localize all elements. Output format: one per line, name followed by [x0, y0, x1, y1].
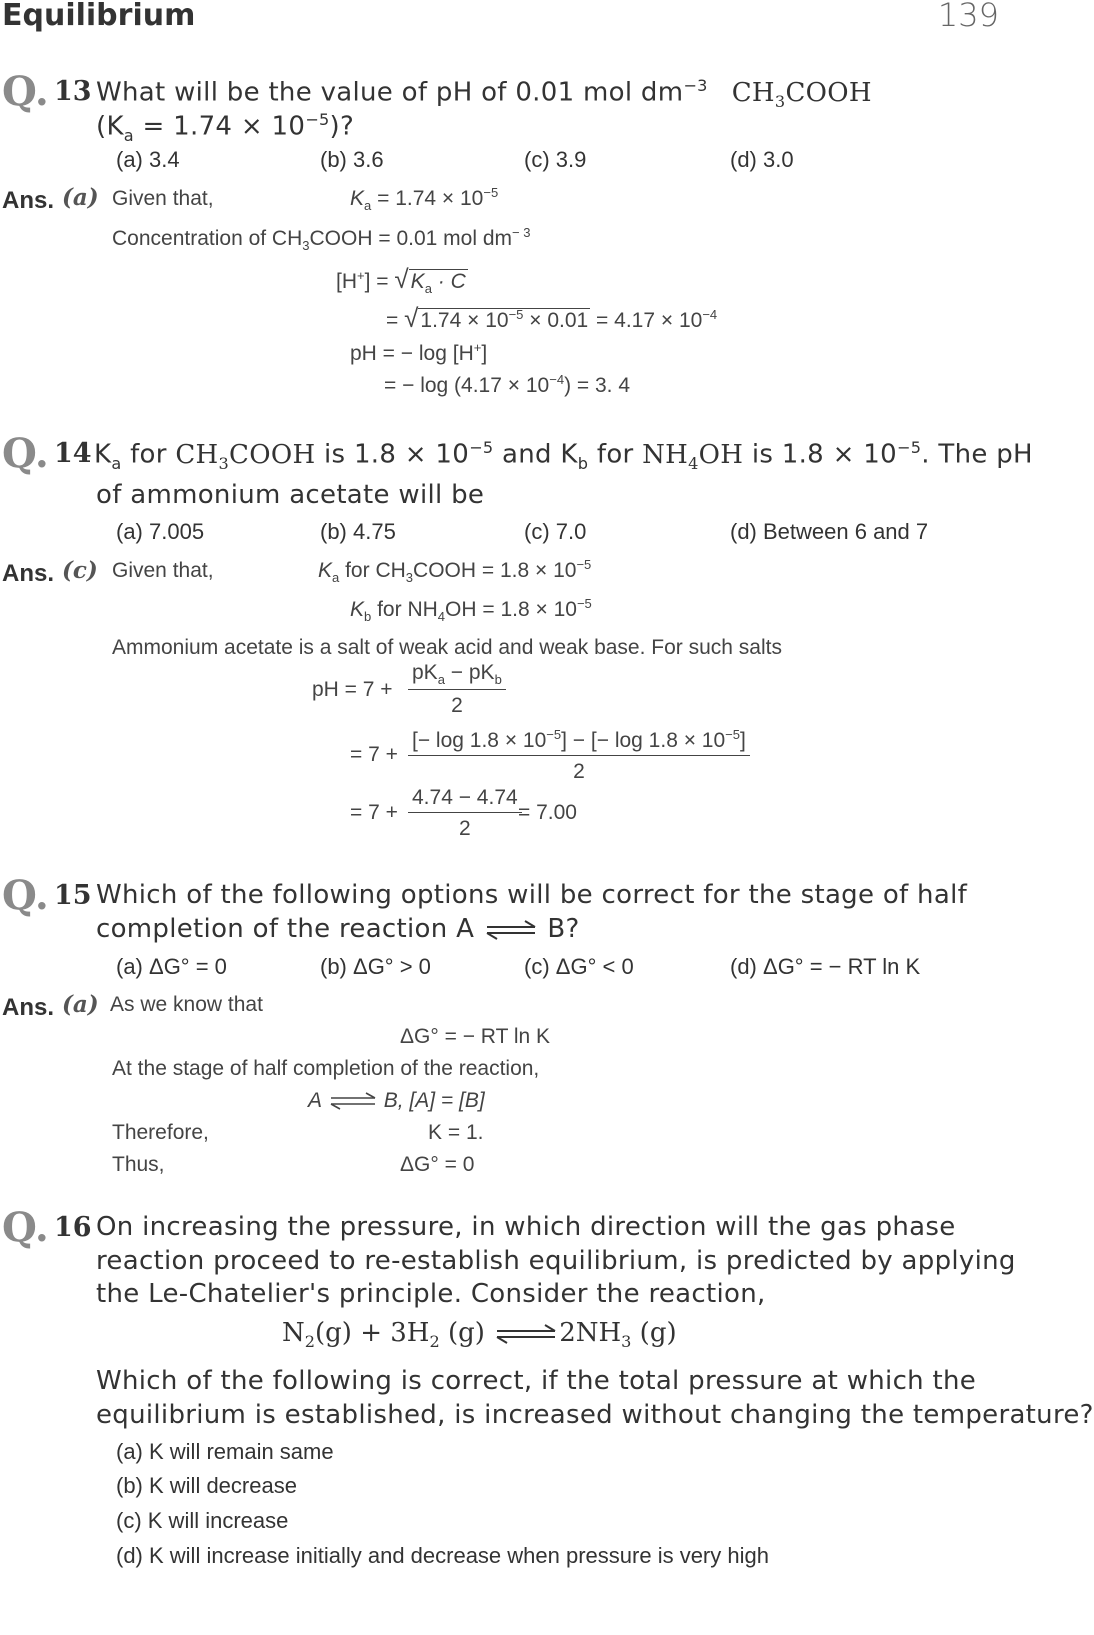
thus-label: Thus,: [112, 1153, 165, 1176]
ab-equilibrium: A B, [A] = [B]: [308, 1089, 485, 1112]
h-ion-formula: $[H^+] = √K_a \cdot C$: [336, 264, 466, 297]
option-d: (d) Between 6 and 7: [730, 519, 929, 544]
ph-formula-fraction: $pK_a - pK_b$ 2: [408, 661, 506, 718]
question-16-line-1: On increasing the pressure, in which direction will the gas phase: [96, 1212, 956, 1242]
answer-label: Ans.: [2, 187, 55, 214]
thus-value: ΔG° = 0: [400, 1153, 475, 1176]
ph-result-lhs: = 7 +: [350, 801, 398, 824]
question-marker: Q .: [2, 1204, 49, 1251]
answer-key: (a): [62, 991, 99, 1018]
concentration-line: Concentration of $CH_3COOH = 0.01$ mol $dm^{- 3}$: [112, 225, 531, 254]
ph-formula-lhs: pH = 7 +: [312, 678, 393, 701]
question-15-line-2: completion of the reaction A B?: [96, 914, 580, 944]
ph-substitution-lhs: = 7 +: [350, 743, 398, 766]
question-16-line-3: the Le-Chatelier's principle. Consider the reaction,: [96, 1279, 766, 1309]
question-13-line-2: $(K_a = 1.74 \times 10^{-5})$?: [96, 110, 355, 145]
question-16-line-2: reaction proceed to re-establish equilibrium, is predicted by applying: [96, 1246, 1016, 1276]
therefore-label: Therefore,: [112, 1121, 209, 1144]
option-c: (c) 3.9: [524, 147, 587, 172]
question-15-line-1: Which of the following options will be correct for the stage of half: [96, 880, 968, 910]
page-number: 139: [937, 0, 999, 34]
option-d: (d) 3.0: [730, 147, 794, 172]
option-a: (a) 7.005: [116, 519, 205, 544]
question-number: 13: [54, 76, 92, 107]
option-d: (d) K will increase initially and decrease when pressure is very high: [116, 1543, 769, 1568]
answer-key: (a): [62, 184, 99, 211]
given-label: Given that,: [112, 559, 214, 582]
answer-label: Ans.: [2, 560, 55, 587]
option-c: (c) K will increase: [116, 1508, 289, 1533]
ph-result-value: = 7.00: [518, 801, 577, 824]
question-14-line-1: $K_a$ for $CH_3COOH$ is $1.8 \times 10^{-5}$ and $K_b$ for $NH_4OH$ is $1.8 \times 10^{-5}$. The pH: [94, 438, 1033, 473]
given-kb: $K_b$ for $NH_4OH = 1.8 \times 10^{-5}$: [350, 596, 592, 625]
equilibrium-arrow-icon: [328, 1092, 378, 1110]
given-label: Given that,: [112, 187, 214, 210]
chapter-title: Equilibrium: [2, 0, 196, 33]
equilibrium-arrow-icon: [483, 919, 539, 941]
equilibrium-arrow-icon: [493, 1323, 559, 1345]
question-14-line-2: of ammonium acetate will be: [96, 480, 485, 510]
question-marker: Q .: [2, 68, 49, 115]
answer-key: (c): [62, 557, 98, 584]
h-ion-calculation: = $√1.74 \times 10^{-5} \times 0.01 = 4.17 \times 10^{-4}$: [386, 303, 718, 333]
option-a: (a) K will remain same: [116, 1439, 334, 1464]
question-number: 14: [54, 438, 92, 469]
know-text: As we know that: [110, 993, 263, 1016]
option-a: (a) 3.4: [116, 147, 180, 172]
ph-result-fraction: $\frac{4.74 - 4.74}{2}$: [408, 786, 522, 841]
option-d: (d) ΔG° = − RT ln K: [730, 954, 921, 979]
option-c: (c) 7.0: [524, 519, 587, 544]
given-ka: $K_a = 1.74 \times 10^{-5}$: [350, 185, 499, 214]
option-b: (b) K will decrease: [116, 1473, 297, 1498]
gibbs-equation: ΔG° = − RT ln K: [400, 1025, 551, 1048]
option-c: (c) ΔG° < 0: [524, 954, 634, 979]
option-b: (b) 4.75: [320, 519, 396, 544]
ph-substitution-fraction: $\frac{[- \log 1.8 \times 10^{-5}] - [- \log 1.8 \times 10^{-5}]}{2}$: [408, 727, 750, 784]
option-b: (b) ΔG° > 0: [320, 954, 431, 979]
half-completion-text: At the stage of half completion of the reaction,: [112, 1057, 540, 1080]
question-number: 16: [54, 1212, 92, 1243]
ph-definition: pH = − log [H+]: [350, 340, 488, 365]
question-13-line-1: What will be the value of pH of 0.01 mol $dm^{-3}$ $CH_3COOH$: [96, 76, 872, 111]
question-marker: Q .: [2, 430, 49, 477]
reaction-equation: $N_2(g) + 3H_2$ (g) $2NH_3$ (g): [282, 1318, 677, 1352]
therefore-value: K = 1.: [428, 1121, 484, 1144]
given-ka: $K_a$ for $CH_3COOH = 1.8 \times 10^{-5}$: [318, 557, 592, 586]
answer-label: Ans.: [2, 994, 55, 1021]
question-number: 15: [54, 880, 92, 911]
question-16-line-5: equilibrium is established, is increased without changing the temperature?: [96, 1400, 1094, 1430]
option-a: (a) ΔG° = 0: [116, 954, 227, 979]
salt-explanation: Ammonium acetate is a salt of weak acid and weak base. For such salts: [112, 636, 782, 659]
question-16-line-4: Which of the following is correct, if the total pressure at which the: [96, 1366, 977, 1396]
option-b: (b) 3.6: [320, 147, 384, 172]
question-marker: Q .: [2, 872, 49, 919]
ph-result: = − $\log (4.17 \times 10^{-4}) = 3$. 4: [384, 372, 631, 397]
